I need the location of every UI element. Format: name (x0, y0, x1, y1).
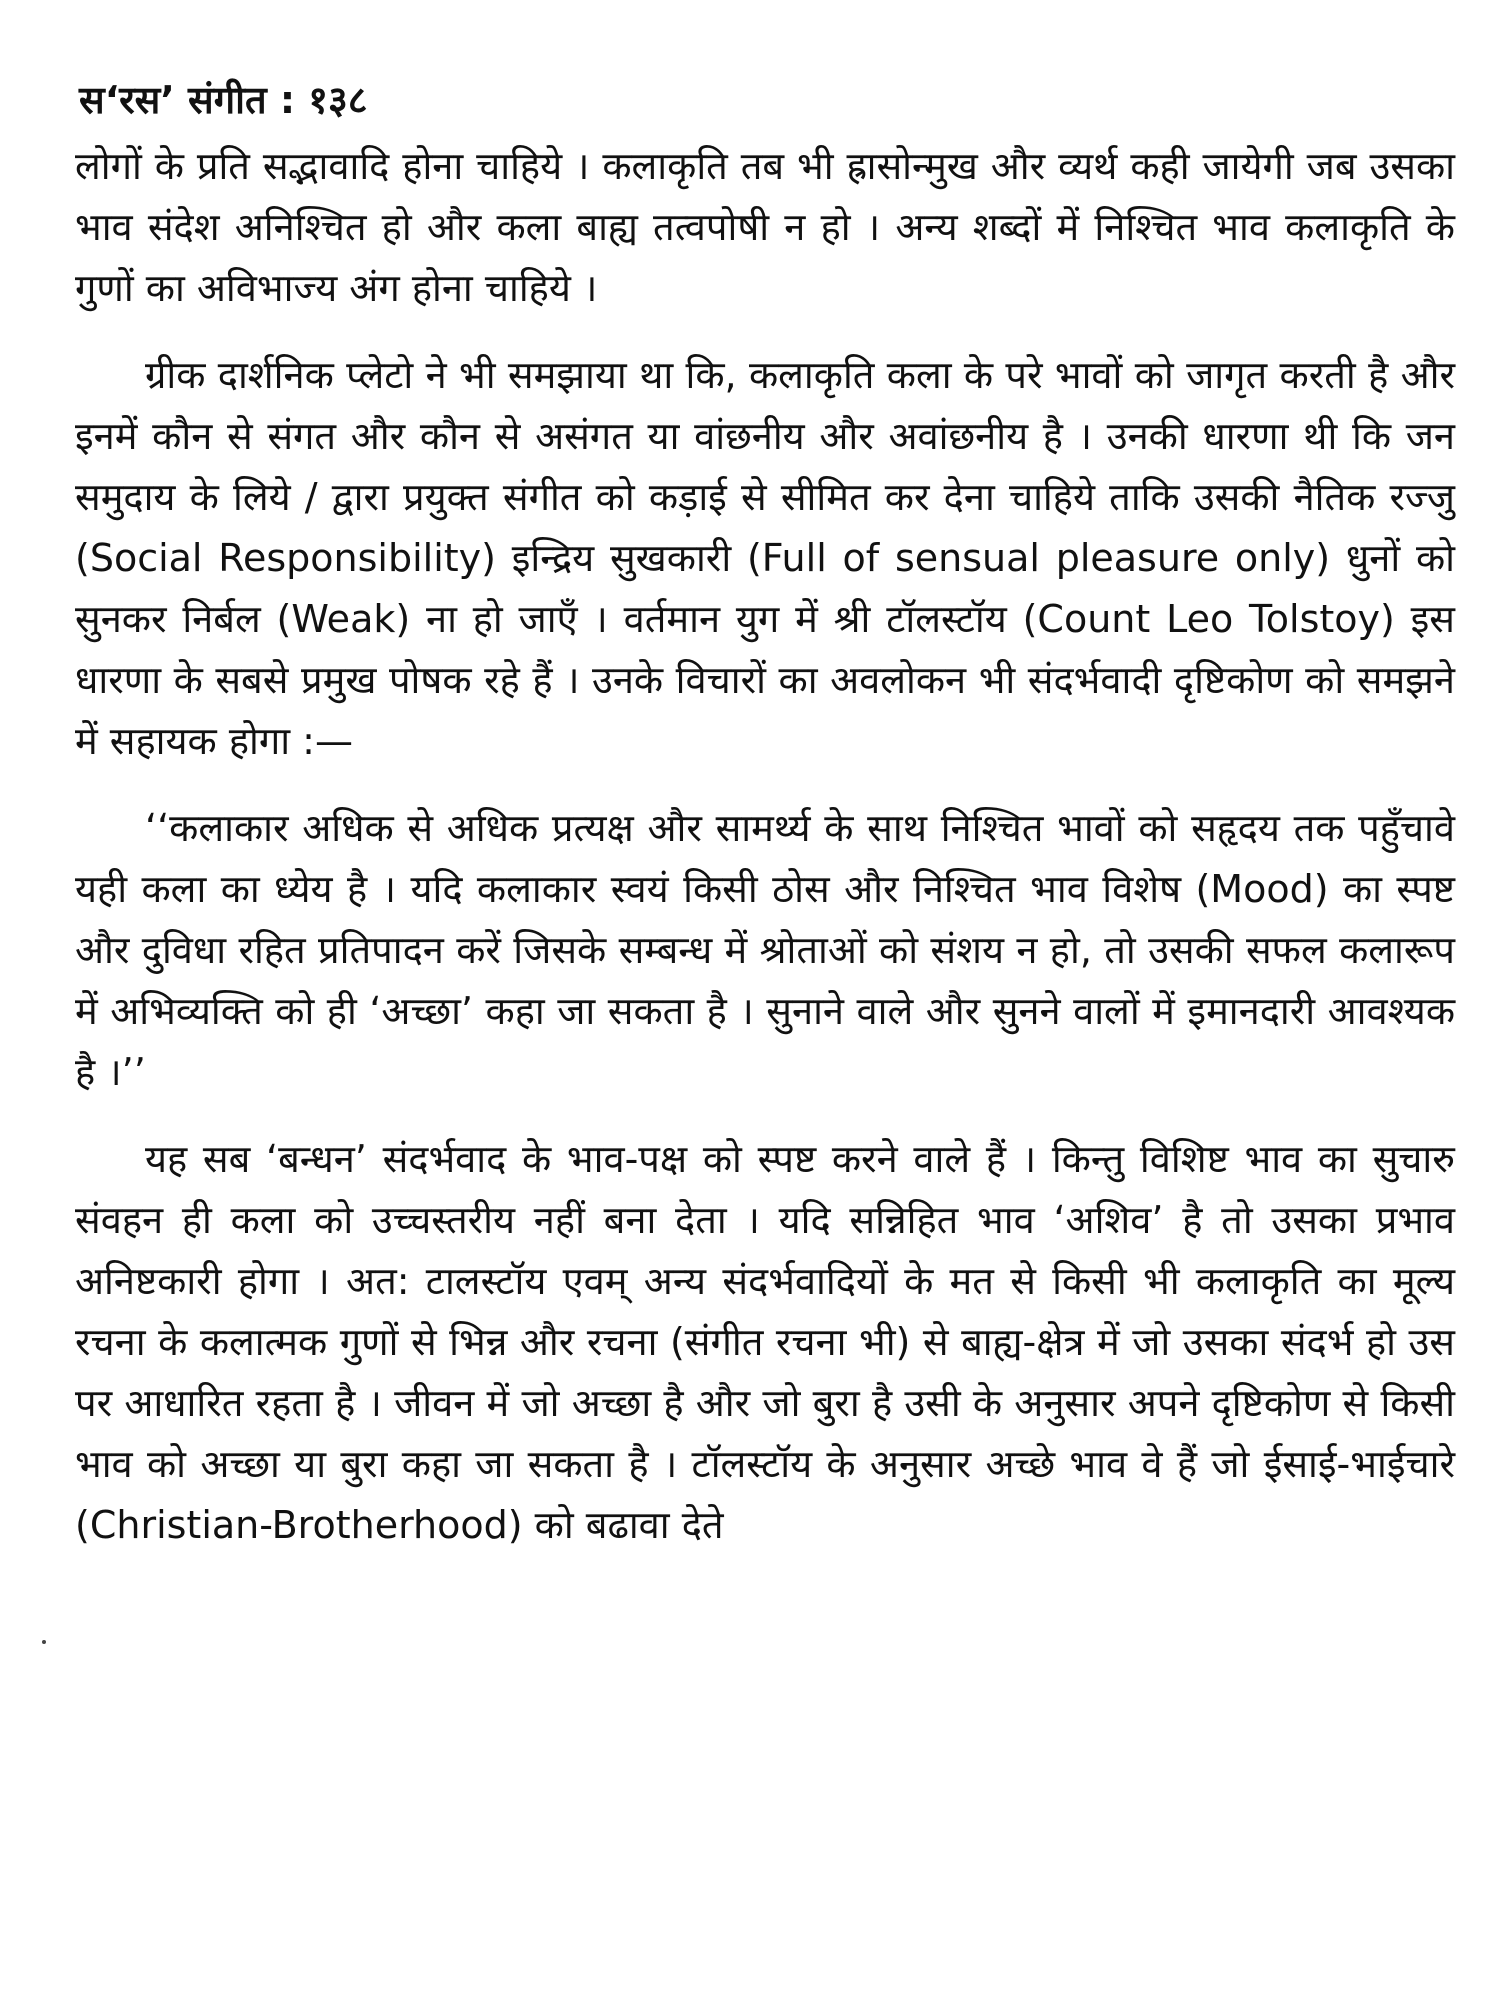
book-page (75, 70, 1455, 1556)
paragraph-4: यह सब ‘बन्धन’ संदर्भवाद के भाव-पक्ष को स्पष्ट करने वाले हैं । किन्तु विशिष्ट भाव का सुचारु संवहन ही कला को उच्चस्तरीय नहीं बना देता । यदि सन्निहित भाव ‘अशिव’ है तो उसका प्रभाव अनिष्टकारी होगा । अत: टालस्टॉय एवम् अन्य संदर्भवादियों के मत से किसी भी कलाकृति का मूल्य रचना के कलात्मक गुणों से भिन्न और रचना (संगीत रचना भी) से बाह्य-क्षेत्र में जो उसका संदर्भ हो उस पर आधारित रहता है । जीवन में जो अच्छा है और जो बुरा है उसी के अनुसार अपने दृष्टिकोण से किसी भाव को अच्छा या बुरा कहा जा सकता है । टॉलस्टॉय के अनुसार अच्छे भाव वे हैं जो ईसाई-भाईचारे (Christian-Brotherhood) को बढावा देते (75, 1137, 1455, 1547)
paragraph-3-quote: ‘‘कलाकार अधिक से अधिक प्रत्यक्ष और सामर्थ्य के साथ निश्चित भावों को सहृदय तक पहुँचावे यही कला का ध्येय है । यदि कलाकार स्वयं किसी ठोस और निश्चित भाव विशेष (Mood) का स्पष्ट और दुविधा रहित प्रतिपादन करें जिसके सम्बन्ध में श्रोताओं को संशय न हो, तो उसकी सफल कलारूप में अभिव्यक्ति को ही ‘अच्छा’ कहा जा सकता है । सुनाने वाले और सुनने वालों में इमानदारी आवश्यक है ।’’ (75, 806, 1455, 1094)
paragraph-1: लोगों के प्रति सद्भावादि होना चाहिये । कलाकृति तब भी ह्रासोन्मुख और व्यर्थ कही जायेगी जब उसका भाव संदेश अनिश्चित हो और कला बाह्य तत्वपोषी न हो । अन्य शब्दों में निश्चित भाव कलाकृति के गुणों का अविभाज्य अंग होना चाहिये । (75, 144, 1455, 310)
running-header: स‘रस’ संगीत : १३८ (79, 78, 368, 122)
paragraph-2: ग्रीक दार्शनिक प्लेटो ने भी समझाया था कि, कलाकृति कला के परे भावों को जागृत करती है और इनमें कौन से संगत और कौन से असंगत या वांछनीय और अवांछनीय है । उनकी धारणा थी कि जन समुदाय के लिये / द्वारा प्रयुक्त संगीत को कड़ाई से सीमित कर देना चाहिये ताकि उसकी नैतिक रज्जु (Social Responsibility) इन्द्रिय सुखकारी (Full of sensual pleasure only) धुनों को सुनकर निर्बल (Weak) ना हो जाएँ । वर्तमान युग में श्री टॉलस्टॉय (Count Leo Tolstoy) इस धारणा के सबसे प्रमुख पोषक रहे हैं । उनके विचारों का अवलोकन भी संदर्भवादी दृष्टिकोण को समझने में सहायक होगा :— (75, 353, 1455, 763)
margin-speck (42, 1640, 46, 1644)
